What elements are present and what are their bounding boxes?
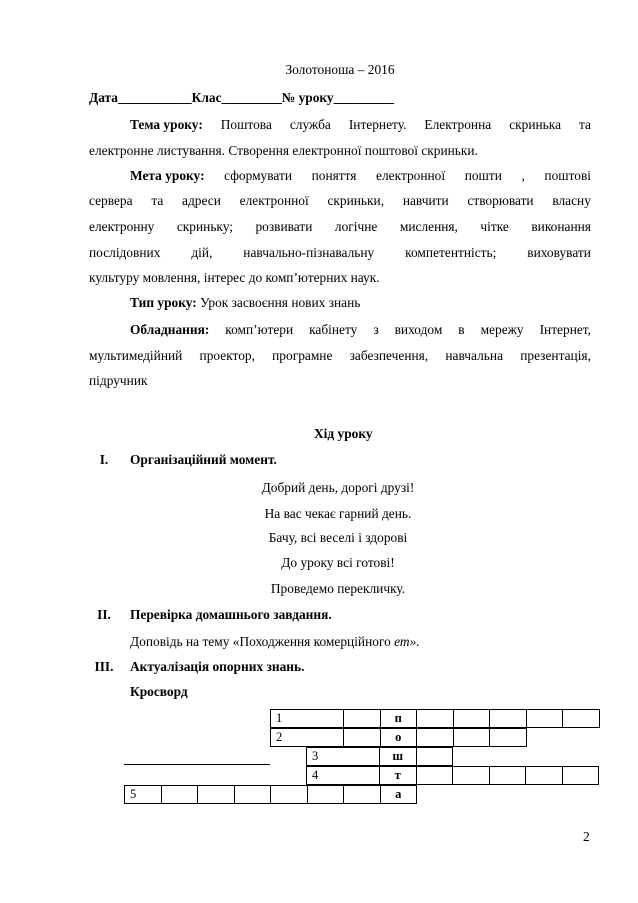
goal-line-2: [89, 188, 591, 214]
place-year: Золотоноша – 2016: [285, 62, 395, 77]
crossword-clue-number: 5: [130, 787, 137, 801]
equipment-word: з: [373, 322, 379, 337]
goal-word: власну: [552, 193, 591, 208]
equipment-line-3: підручник: [89, 373, 148, 388]
crossword-key-letter: ш: [392, 749, 404, 763]
crossword-cell: [379, 766, 417, 785]
topic-line-2: електронне листування. Створення електронної поштової скриньки.: [89, 143, 478, 158]
crossword-cell: [270, 728, 344, 747]
crossword-clue-number: 4: [312, 768, 319, 782]
goal-word: сформувати: [224, 168, 293, 183]
section-2-number: II.: [97, 607, 111, 622]
equipment-label: Обладнання:: [130, 322, 210, 337]
section-2-title: Перевірка домашнього завдання.: [130, 607, 332, 622]
crossword-cell: [452, 766, 490, 785]
crossword-cell: [453, 728, 491, 747]
goal-word: ,: [521, 168, 525, 183]
equipment-line-1: [89, 317, 591, 343]
goal-word: скриньки,: [327, 193, 385, 208]
crossword-cell: [416, 766, 454, 785]
goal-word: та: [151, 193, 164, 208]
goal-word: скриньку;: [176, 219, 233, 234]
goal-line-1: [89, 163, 591, 189]
equipment-word: мережу: [480, 322, 524, 337]
crossword-title: Кросворд: [130, 684, 188, 699]
goal-row-1: [130, 163, 591, 189]
equipment-line-2: [89, 343, 591, 369]
goal-word: електронної: [239, 193, 309, 208]
crossword-separator-line: [124, 764, 270, 765]
goal-word: виконання: [531, 219, 591, 234]
crossword-cell: [489, 709, 527, 728]
equipment-word: кабінету: [309, 322, 358, 337]
type-line: [89, 290, 591, 316]
goal-word: електронної: [376, 168, 446, 183]
goal-word: створювати: [467, 193, 534, 208]
goal-word: пошти: [464, 168, 502, 183]
section-1-title: Організаційний момент.: [130, 452, 277, 467]
equipment-word: в: [458, 322, 465, 337]
poem-line: Добрий день, дорогі друзі!: [261, 480, 415, 495]
homework-text: [130, 634, 420, 650]
goal-word: навчально-пізнавальну: [243, 245, 375, 260]
topic-line-1: [89, 112, 591, 138]
poem-line: До уроку всі готові!: [281, 555, 395, 570]
goal-word: електронну: [89, 219, 155, 234]
topic-word: служба: [289, 117, 331, 132]
crossword-cell: [416, 728, 454, 747]
equipment-word: програмне: [272, 348, 333, 363]
type-label: Тип уроку:: [130, 295, 197, 310]
crossword-key-letter: п: [394, 711, 402, 725]
goal-line-3: [89, 214, 591, 240]
crossword-cell: [234, 785, 272, 804]
crossword-cell: [270, 709, 344, 728]
crossword-cell: [489, 728, 527, 747]
topic-label: Тема уроку:: [130, 117, 203, 132]
topic-row: [130, 112, 591, 138]
crossword-cell: [270, 785, 308, 804]
topic-word: Електронна: [424, 117, 492, 132]
crossword-clue-number: 1: [276, 711, 283, 725]
crossword-cell: [197, 785, 235, 804]
meta-line: Дата___________Клас_________№ уроку_________: [89, 90, 394, 105]
section-3-title: Актуалізація опорних знань.: [130, 659, 305, 674]
crossword-key-letter: о: [395, 730, 402, 744]
crossword-cell: [343, 728, 381, 747]
equipment-word: презентація,: [520, 348, 591, 363]
equipment-word: виходом: [394, 322, 443, 337]
topic-word: скринька: [509, 117, 562, 132]
crossword-cell: [453, 709, 491, 728]
equipment-row-1: [130, 317, 591, 343]
crossword-key-letter: а: [395, 787, 402, 801]
section-1-number: I.: [99, 452, 109, 467]
goal-word: сервера: [89, 193, 133, 208]
goal-word: поняття: [311, 168, 357, 183]
topic-word: Поштова: [220, 117, 272, 132]
equipment-word: навчальна: [445, 348, 504, 363]
goal-word: навчити: [402, 193, 449, 208]
crossword-key-letter: т: [394, 768, 401, 782]
poem-line: На вас чекає гарний день.: [264, 506, 412, 521]
homework-text-plain: Доповідь на тему «Походження комерційного: [130, 634, 395, 649]
crossword-clue-number: 2: [276, 730, 283, 744]
lesson-title: Хід уроку: [314, 426, 373, 441]
page-number: 2: [583, 829, 590, 844]
homework-text-italic: ет».: [394, 634, 420, 649]
equipment-word: забезпечення,: [349, 348, 429, 363]
section-3-number: III.: [94, 659, 114, 674]
equipment-word: комп’ютери: [225, 322, 294, 337]
poem-line: Бачу, всі веселі і здорові: [268, 530, 408, 545]
goal-word: логічне: [334, 219, 378, 234]
crossword-cell: [343, 709, 381, 728]
poem-line: Проведемо перекличку.: [270, 581, 406, 596]
crossword-cell: [379, 747, 417, 766]
crossword-cell: [124, 785, 162, 804]
topic-word: Інтернету.: [348, 117, 407, 132]
crossword-cell: [306, 747, 380, 766]
goal-label: Мета уроку:: [130, 168, 205, 183]
crossword-cell: [525, 766, 563, 785]
type-value: Урок засвоєння нових знань: [200, 295, 361, 310]
crossword-cell: [562, 766, 600, 785]
goal-word: чітке: [480, 219, 509, 234]
crossword-cell: [380, 728, 418, 747]
crossword-cell: [343, 785, 381, 804]
goal-word: виховувати: [527, 245, 591, 260]
crossword-cell: [380, 709, 418, 728]
equipment-word: Інтернет,: [539, 322, 591, 337]
goal-word: послідовних: [89, 245, 161, 260]
crossword-cell: [306, 766, 380, 785]
equipment-word: проектор,: [199, 348, 255, 363]
equipment-word: мультимедійний: [89, 348, 183, 363]
crossword-cell: [380, 785, 418, 804]
crossword-cell: [562, 709, 600, 728]
goal-line-4: [89, 240, 591, 266]
crossword-cell: [416, 709, 454, 728]
goal-word: розвивати: [255, 219, 313, 234]
goal-word: дій,: [191, 245, 213, 260]
goal-word: компетентність;: [405, 245, 497, 260]
crossword-cell: [307, 785, 345, 804]
goal-word: мислення,: [399, 219, 458, 234]
goal-line-5: культуру мовлення, інтерес до комп’ютерних наук.: [89, 270, 380, 285]
crossword-clue-number: 3: [312, 749, 319, 763]
goal-word: поштові: [544, 168, 591, 183]
crossword-cell: [161, 785, 199, 804]
crossword-cell: [489, 766, 527, 785]
crossword-cell: [416, 747, 454, 766]
goal-word: адреси: [182, 193, 221, 208]
topic-word: та: [579, 117, 591, 132]
crossword-cell: [526, 709, 564, 728]
